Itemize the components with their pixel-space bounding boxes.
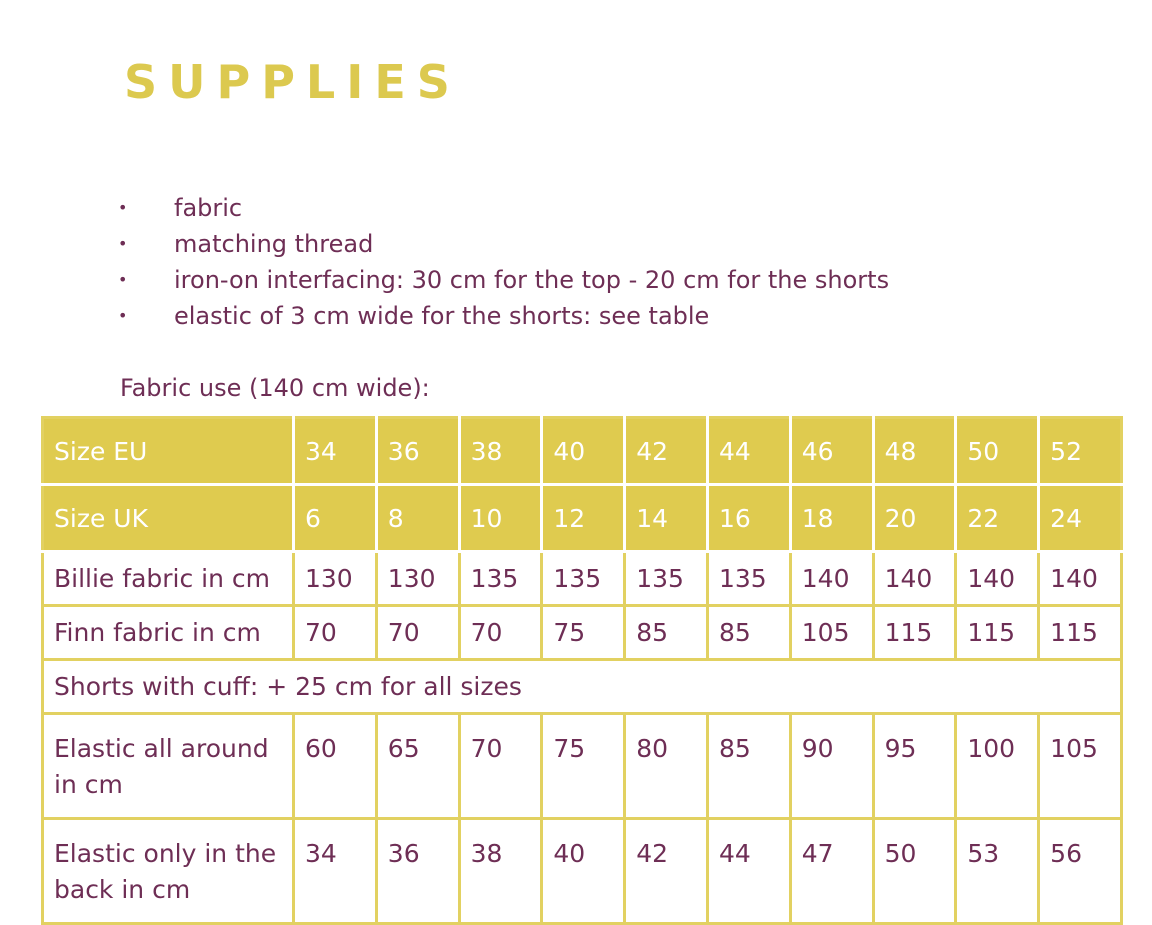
row-label: Elastic all around in cm (43, 714, 294, 819)
table-cell: 18 (790, 485, 873, 552)
table-cell: 70 (459, 714, 542, 819)
supply-item-label: iron-on interfacing: 30 cm for the top - 20 cm for the shorts (174, 266, 890, 294)
table-cell: 115 (956, 606, 1039, 660)
table-cell: 140 (790, 552, 873, 606)
table-cell: 130 (376, 552, 459, 606)
table-cell: 40 (542, 418, 625, 485)
row-label: Size EU (43, 418, 294, 485)
table-cell: 50 (956, 418, 1039, 485)
table-cell: 85 (625, 606, 708, 660)
table-cell: 80 (625, 714, 708, 819)
table-cell: 24 (1039, 485, 1122, 552)
table-cell: 42 (625, 819, 708, 924)
table-cell: 100 (956, 714, 1039, 819)
table-cell: 105 (1039, 714, 1122, 819)
table-cell: 34 (294, 418, 377, 485)
billie-fabric-row (43, 552, 1122, 606)
table-cell: 65 (376, 714, 459, 819)
page-title: SUPPLIES (124, 55, 461, 109)
row-label: Elastic only in the back in cm (43, 819, 294, 924)
table-cell: 48 (873, 418, 956, 485)
bullet-icon: • (118, 234, 128, 253)
table-cell: 40 (542, 819, 625, 924)
shorts-cuff-note-row (43, 660, 1122, 714)
table-cell: 46 (790, 418, 873, 485)
table-cell: 135 (459, 552, 542, 606)
table-cell: 12 (542, 485, 625, 552)
table-cell: 135 (542, 552, 625, 606)
table-cell: 53 (956, 819, 1039, 924)
table-cell: 34 (294, 819, 377, 924)
table-cell: 36 (376, 819, 459, 924)
list-item (116, 298, 889, 334)
shorts-cuff-note: Shorts with cuff: + 25 cm for all sizes (43, 660, 1122, 714)
table-cell: 75 (542, 714, 625, 819)
table-cell: 20 (873, 485, 956, 552)
table-cell: 50 (873, 819, 956, 924)
table-cell: 140 (1039, 552, 1122, 606)
size-table (41, 416, 1123, 925)
table-cell: 90 (790, 714, 873, 819)
table-cell: 44 (707, 819, 790, 924)
table-cell: 14 (625, 485, 708, 552)
supply-item-label: fabric (174, 194, 243, 222)
row-label: Billie fabric in cm (43, 552, 294, 606)
bullet-icon: • (118, 306, 128, 325)
fabric-use-heading: Fabric use (140 cm wide): (120, 374, 430, 402)
bullet-icon: • (118, 198, 128, 217)
supply-item-label: matching thread (174, 230, 374, 258)
table-cell: 16 (707, 485, 790, 552)
table-cell: 135 (625, 552, 708, 606)
table-cell: 38 (459, 819, 542, 924)
table-cell: 140 (873, 552, 956, 606)
list-item (116, 262, 889, 298)
table-cell: 75 (542, 606, 625, 660)
table-cell: 85 (707, 714, 790, 819)
table-cell: 47 (790, 819, 873, 924)
table-cell: 115 (873, 606, 956, 660)
table-cell: 6 (294, 485, 377, 552)
bullet-icon: • (118, 270, 128, 289)
list-item (116, 190, 889, 226)
size-eu-row (43, 418, 1122, 485)
table-cell: 115 (1039, 606, 1122, 660)
supplies-list (116, 190, 889, 334)
table-cell: 44 (707, 418, 790, 485)
table-cell: 60 (294, 714, 377, 819)
table-cell: 22 (956, 485, 1039, 552)
table-cell: 70 (459, 606, 542, 660)
table-cell: 130 (294, 552, 377, 606)
table-cell: 36 (376, 418, 459, 485)
size-uk-row (43, 485, 1122, 552)
table-cell: 42 (625, 418, 708, 485)
elastic-back-row (43, 819, 1122, 924)
table-cell: 85 (707, 606, 790, 660)
table-cell: 56 (1039, 819, 1122, 924)
elastic-all-around-row (43, 714, 1122, 819)
row-label: Finn fabric in cm (43, 606, 294, 660)
table-cell: 38 (459, 418, 542, 485)
list-item (116, 226, 889, 262)
table-cell: 105 (790, 606, 873, 660)
table-cell: 140 (956, 552, 1039, 606)
row-label: Size UK (43, 485, 294, 552)
table-cell: 70 (376, 606, 459, 660)
finn-fabric-row (43, 606, 1122, 660)
table-cell: 135 (707, 552, 790, 606)
supply-item-label: elastic of 3 cm wide for the shorts: see table (174, 302, 710, 330)
table-cell: 52 (1039, 418, 1122, 485)
table-cell: 8 (376, 485, 459, 552)
table-cell: 70 (294, 606, 377, 660)
table-cell: 10 (459, 485, 542, 552)
table-cell: 95 (873, 714, 956, 819)
